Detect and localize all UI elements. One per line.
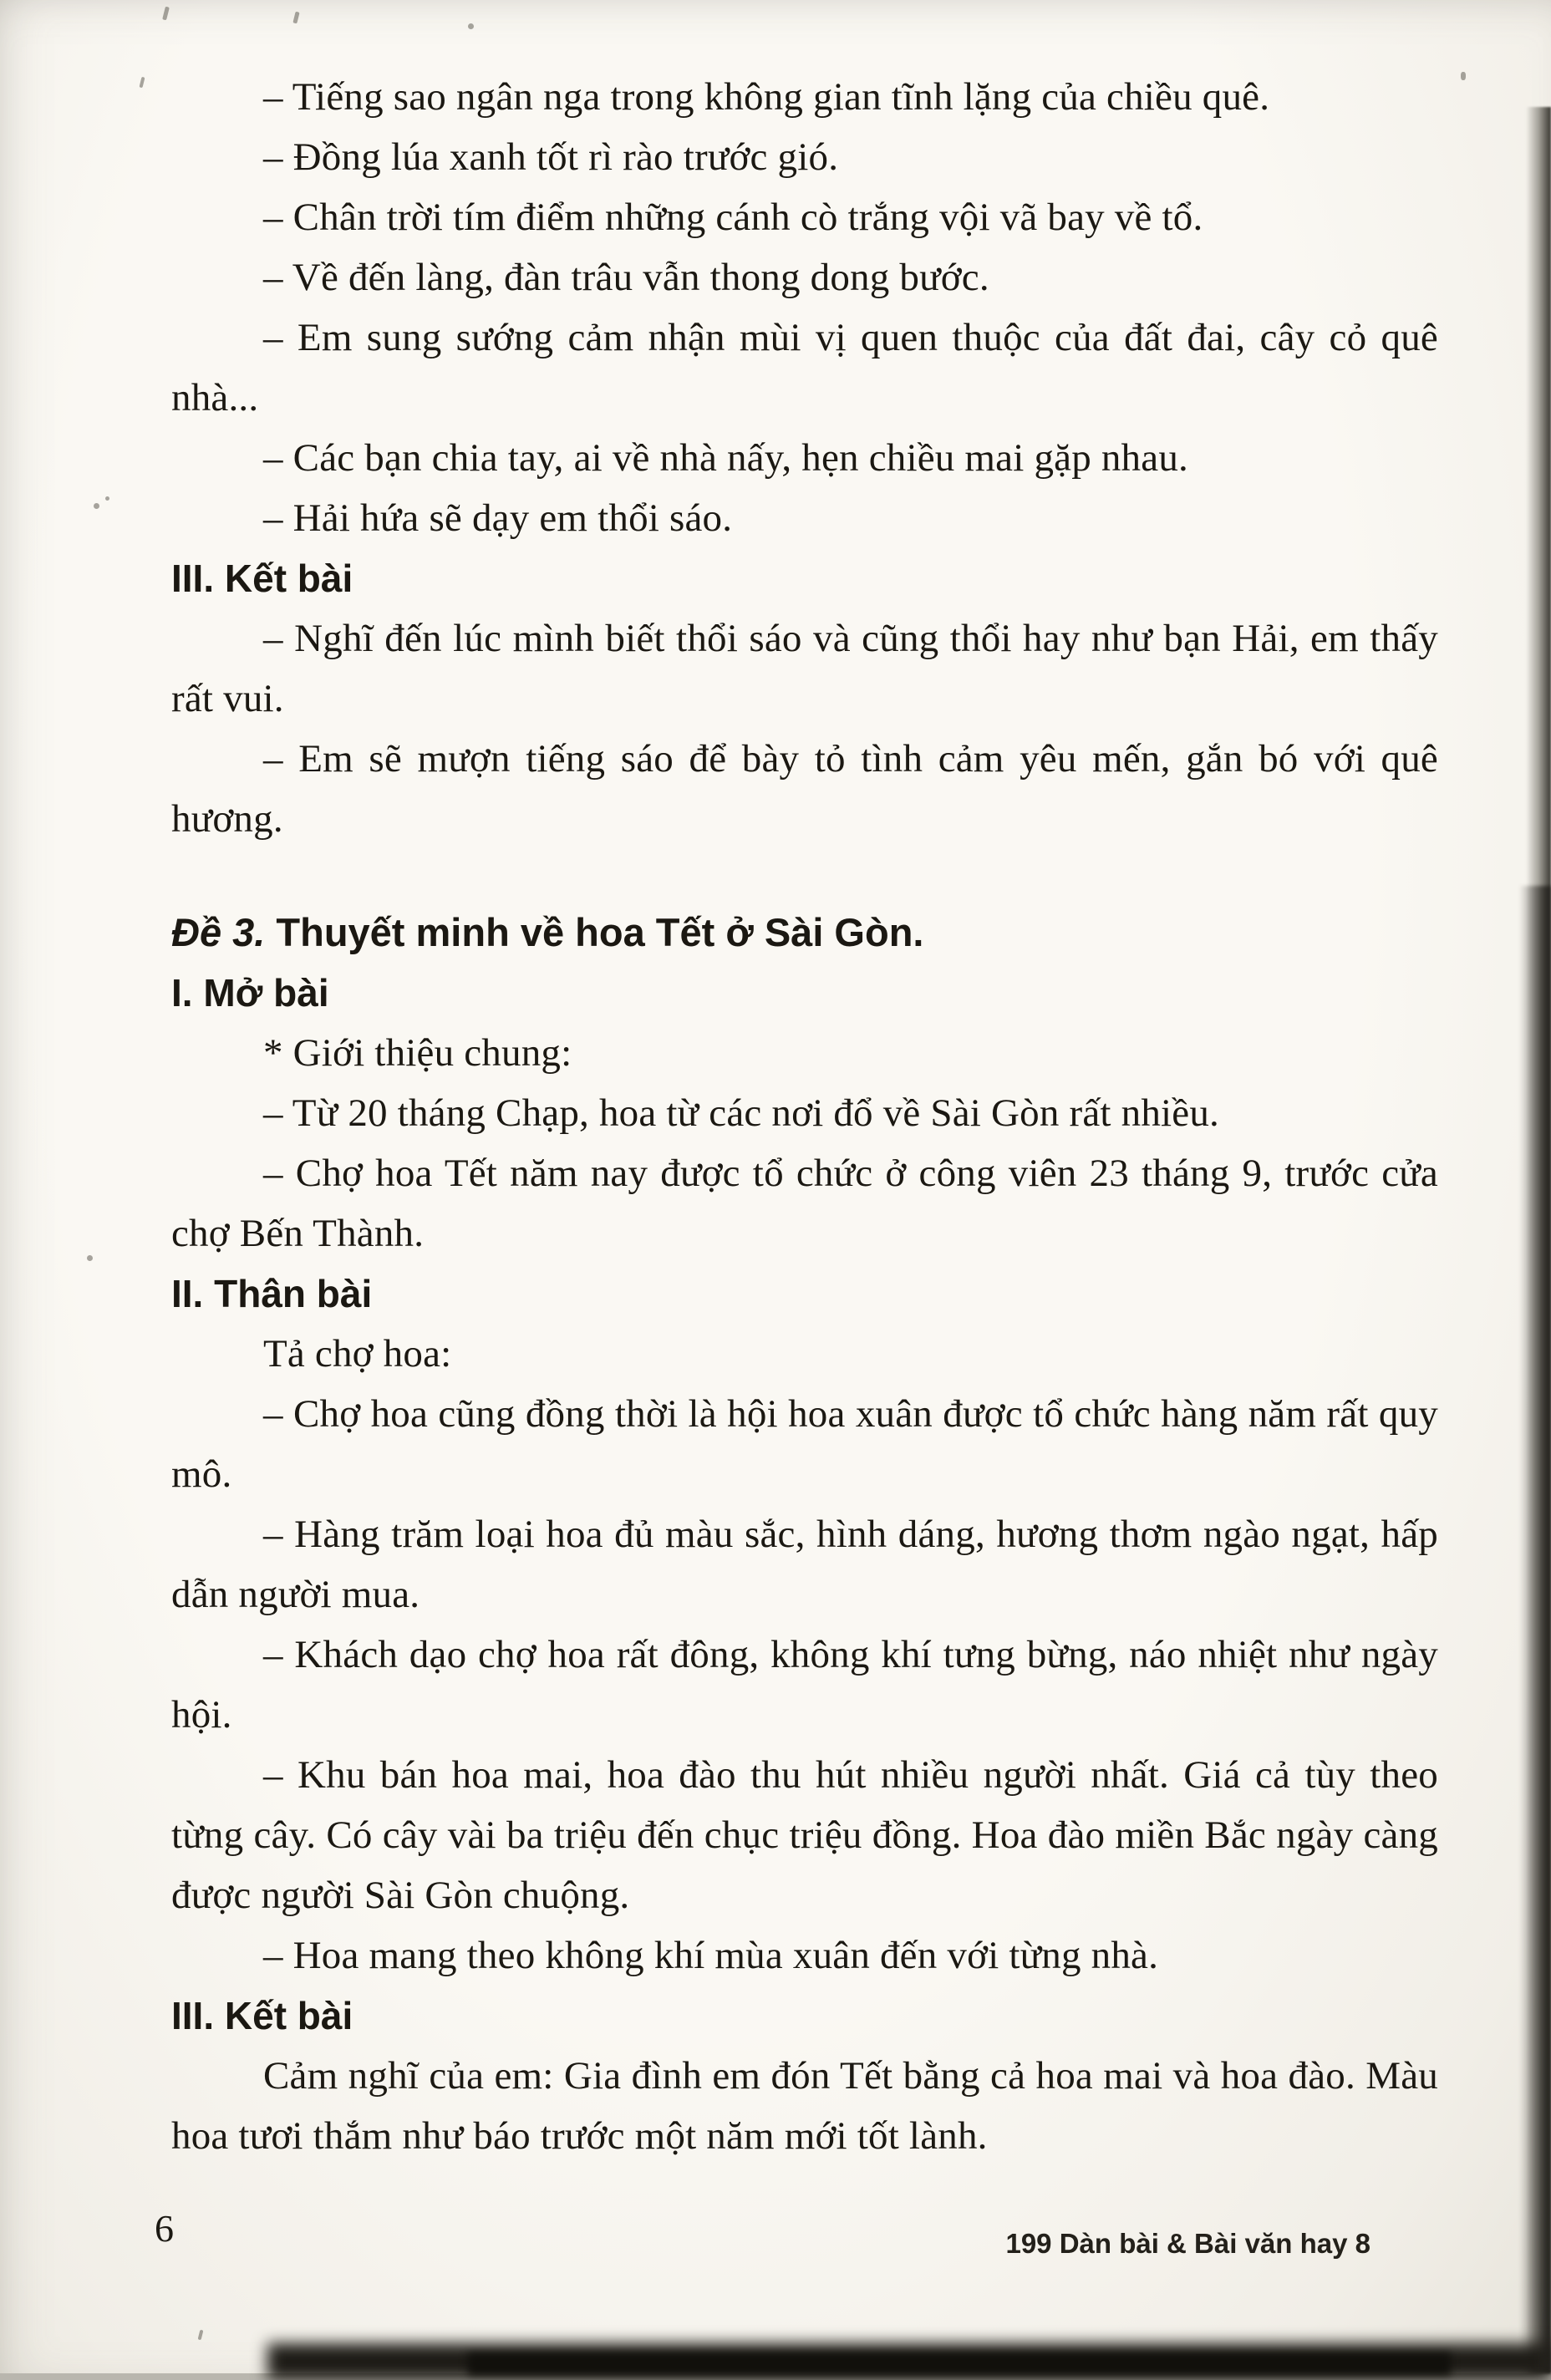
scan-speck <box>139 77 145 89</box>
scan-bottom-band-dark <box>468 2353 1451 2375</box>
scan-speck <box>94 503 99 509</box>
outline-item: – Nghĩ đến lúc mình biết thổi sáo và cũng thổi hay như bạn Hải, em thấy rất vui. <box>171 617 1438 720</box>
outline-item: Tả chợ hoa: <box>263 1332 452 1376</box>
outline-item: – Hải hứa sẽ dạy em thổi sáo. <box>263 496 733 540</box>
scan-speck <box>162 7 170 21</box>
scan-speck <box>87 1255 93 1261</box>
outline-heading: III. Kết bài <box>171 557 353 600</box>
outline-item: – Chân trời tím điểm những cánh cò trắng vội vã bay về tổ. <box>263 196 1203 239</box>
outline-item: – Em sung sướng cảm nhận mùi vị quen thuộc của đất đai, cây cỏ quê nhà... <box>171 316 1438 420</box>
section-gap <box>171 849 1438 903</box>
outline-item: – Tiếng sao ngân nga trong không gian tĩnh lặng của chiều quê. <box>263 75 1270 119</box>
outline-item: – Hàng trăm loại hoa đủ màu sắc, hình dáng, hương thơm ngào ngạt, hấp dẫn người mua. <box>171 1513 1438 1616</box>
outline-item: – Về đến làng, đàn trâu vẫn thong dong bước. <box>263 256 989 299</box>
outline-item: * Giới thiệu chung: <box>263 1031 572 1075</box>
scan-speck <box>292 12 299 24</box>
scan-speck <box>105 496 109 501</box>
outline-item: – Từ 20 tháng Chạp, hoa từ các nơi đổ về Sài Gòn rất nhiều. <box>263 1091 1219 1135</box>
scan-speck <box>198 2330 204 2341</box>
outline-item: – Đồng lúa xanh tốt rì rào trước gió. <box>263 135 839 179</box>
outline-heading: I. Mở bài <box>171 971 329 1015</box>
book-title-footer: 199 Dàn bài & Bài văn hay 8 <box>1005 2228 1370 2259</box>
outline-heading: III. Kết bài <box>171 1994 353 2037</box>
outline-heading: II. Thân bài <box>171 1272 373 1315</box>
outline-item: – Khách dạo chợ hoa rất đông, không khí tưng bừng, náo nhiệt như ngày hội. <box>171 1633 1438 1737</box>
page-body-text <box>171 67 1438 2166</box>
outline-item: – Khu bán hoa mai, hoa đào thu hút nhiều người nhất. Giá cả tùy theo từng cây. Có cây vài ba triệu đến chục triệu đồng. Hoa đào miền Bắc ngày càng được người Sài Gòn chuộng. <box>171 1753 1438 1917</box>
essay-title <box>171 903 1438 963</box>
outline-item: – Các bạn chia tay, ai về nhà nấy, hẹn chiều mai gặp nhau. <box>263 436 1188 480</box>
outline-item: – Chợ hoa cũng đồng thời là hội hoa xuân được tổ chức hàng năm rất quy mô. <box>171 1392 1438 1496</box>
page-number: 6 <box>155 2207 174 2250</box>
outline-item: Cảm nghĩ của em: Gia đình em đón Tết bằng cả hoa mai và hoa đào. Màu hoa tươi thắm như báo trước một năm mới tốt lành. <box>171 2054 1438 2158</box>
essay-title-text: Thuyết minh về hoa Tết ở Sài Gòn. <box>265 910 924 954</box>
outline-item: – Hoa mang theo không khí mùa xuân đến với từng nhà. <box>263 1934 1159 1977</box>
outline-item: – Chợ hoa Tết năm nay được tổ chức ở công viên 23 tháng 9, trước cửa chợ Bến Thành. <box>171 1152 1438 1255</box>
scan-speck <box>468 23 474 29</box>
scan-speck <box>1461 72 1466 80</box>
outline-item: – Em sẽ mượn tiếng sáo để bày tỏ tình cảm yêu mến, gắn bó với quê hương. <box>171 737 1438 841</box>
essay-title-label: Đề 3. <box>171 910 266 954</box>
scan-edge-shadow-dark <box>1519 886 1551 2373</box>
